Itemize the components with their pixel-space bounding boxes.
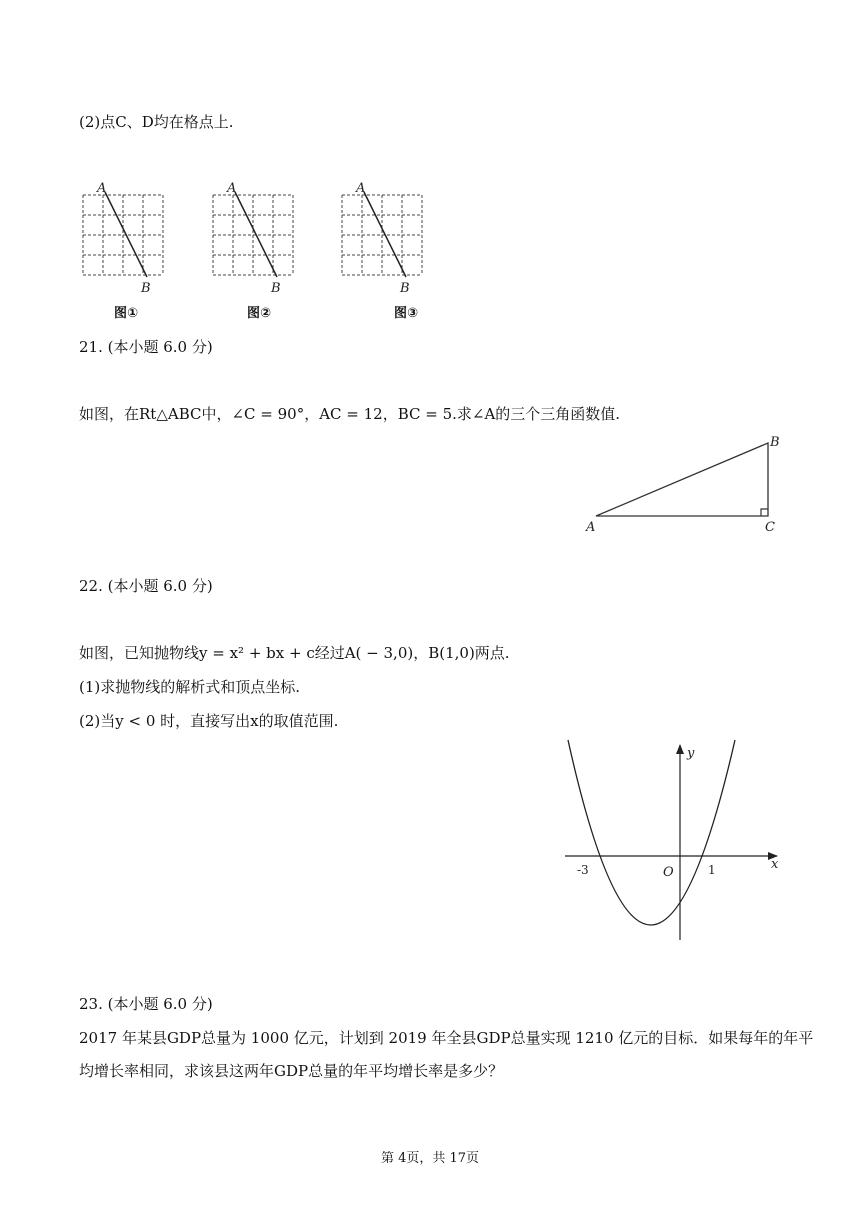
triangle-label-a: A: [586, 520, 596, 535]
grid-figure-3: [334, 180, 434, 300]
q21-header: 21. (本小题 6.0 分): [79, 338, 213, 356]
right-triangle-figure: [580, 430, 790, 540]
point-b-label: B: [141, 281, 151, 296]
q22-header: 22. (本小题 6.0 分): [79, 577, 213, 595]
figure-caption-3: 图③: [394, 306, 419, 321]
q23-header: 23. (本小题 6.0 分): [79, 995, 213, 1013]
origin-label: O: [663, 865, 674, 880]
q22-text: 如图，已知抛物线y = x² + bx + c经过A( − 3,0)，B(1,0)两点.: [79, 644, 510, 662]
grid-figure-1: [75, 180, 175, 300]
triangle-label-b: B: [770, 435, 780, 450]
q23-line2: 均增长率相同，求该县这两年GDP总量的年平均增长率是多少？: [79, 1062, 504, 1080]
tick-label-minus-3: -3: [577, 863, 589, 877]
q22-part2: (2)当y < 0 时，直接写出x的取值范围.: [79, 712, 339, 730]
parabola-curve: [568, 740, 735, 925]
y-axis-label: y: [687, 746, 695, 761]
q22-part1: (1)求抛物线的解析式和顶点坐标.: [79, 678, 301, 696]
grid-figure-2: [205, 180, 305, 300]
x-axis-label: x: [771, 857, 779, 872]
point-a-label: A: [356, 181, 366, 196]
parabola-graph: [555, 735, 795, 955]
q20-part2: (2)点C、D均在格点上.: [79, 113, 234, 131]
page-footer: 第 4页，共 17页: [380, 1151, 480, 1166]
point-a-label: A: [227, 181, 237, 196]
tick-label-1: 1: [708, 863, 716, 877]
point-b-label: B: [400, 281, 410, 296]
point-b-label: B: [271, 281, 281, 296]
q21-text: 如图，在Rt△ABC中，∠C = 90°，AC = 12，BC = 5.求∠A的三个三角函数值.: [79, 405, 621, 423]
q23-line1: 2017 年某县GDP总量为 1000 亿元，计划到 2019 年全县GDP总量实现 1210 亿元的目标．如果每年的年平: [79, 1029, 814, 1047]
figure-caption-1: 图①: [114, 306, 139, 321]
figure-caption-2: 图②: [247, 306, 272, 321]
point-a-label: A: [97, 181, 107, 196]
triangle-label-c: C: [765, 520, 775, 535]
